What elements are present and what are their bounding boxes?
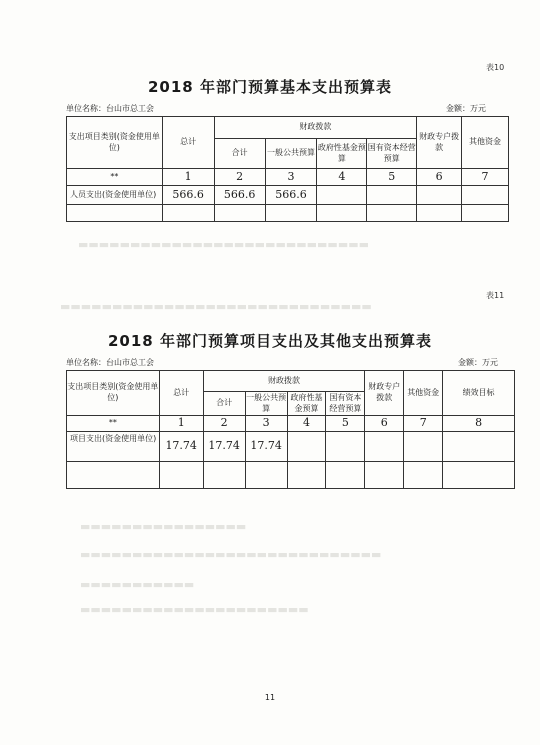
- index-cell: 6: [417, 169, 462, 186]
- header-category: 支出项目类别(资金使用单位): [67, 117, 163, 169]
- index-cell: 3: [245, 416, 287, 432]
- cell-fiscal-total: 566.6: [214, 186, 265, 205]
- index-cell: 1: [159, 416, 203, 432]
- table-row: [67, 462, 515, 489]
- bleed-through-text: ▬▬▬▬▬▬▬▬▬▬▬▬▬▬▬▬: [80, 520, 247, 533]
- index-cell: 7: [462, 169, 509, 186]
- bleed-through-text: ▬▬▬▬▬▬▬▬▬▬▬: [80, 578, 195, 591]
- header-total: 总计: [162, 117, 214, 169]
- amount-unit-label: 金额：万元: [446, 104, 486, 113]
- index-cell: 2: [214, 169, 265, 186]
- page-number: 11: [264, 693, 276, 702]
- index-cell: 6: [365, 416, 404, 432]
- table-row: [67, 432, 515, 462]
- project-expenditure-table: [66, 370, 515, 489]
- table-title: 2018 年部门预算基本支出预算表: [148, 78, 392, 96]
- index-cell: 2: [203, 416, 245, 432]
- header-total: 总计: [159, 371, 203, 416]
- header-general-budget: 一般公共预算: [265, 139, 317, 169]
- header-special-account: 财政专户拨款: [417, 117, 462, 169]
- cell-gov-fund: [317, 186, 367, 205]
- row-category: 项目支出(资金使用单位): [67, 432, 160, 462]
- cell-general-budget: 566.6: [265, 186, 317, 205]
- index-cell: 5: [326, 416, 365, 432]
- table-title: 2018 年部门预算项目支出及其他支出预算表: [108, 332, 432, 350]
- header-general-budget: 一般公共预算: [245, 392, 287, 416]
- unit-name-label: 单位名称：台山市总工会: [66, 358, 154, 367]
- bleed-through-text: ▬▬▬▬▬▬▬▬▬▬▬▬▬▬▬▬▬▬▬▬▬▬: [80, 603, 309, 616]
- header-fiscal-appropriation: 财政拨款: [214, 117, 417, 139]
- bleed-through-text: ▬▬▬▬▬▬▬▬▬▬▬▬▬▬▬▬▬▬▬▬▬▬▬▬▬▬▬▬▬: [80, 548, 382, 561]
- basic-expenditure-table: [66, 116, 509, 222]
- table-number-tag: 表11: [486, 291, 505, 300]
- header-fiscal-total: 合计: [203, 392, 245, 416]
- header-other-funds: 其他资金: [404, 371, 443, 416]
- row-category: 人员支出(资金使用单位): [67, 186, 163, 205]
- index-cell: 4: [287, 416, 326, 432]
- header-state-capital: 国有资本经营预算: [367, 139, 417, 169]
- index-cell: 5: [367, 169, 417, 186]
- index-cell: 3: [265, 169, 317, 186]
- bleed-through-text: ▬▬▬▬▬▬▬▬▬▬▬▬▬▬▬▬▬▬▬▬▬▬▬▬▬▬▬▬▬▬: [60, 300, 372, 313]
- cell-state-capital: [326, 432, 365, 462]
- header-gov-fund: 政府性基金预算: [287, 392, 326, 416]
- header-fiscal-total: 合计: [214, 139, 265, 169]
- header-special-account: 财政专户拨款: [365, 371, 404, 416]
- cell-special-account: [365, 432, 404, 462]
- header-performance-target: 绩效目标: [443, 371, 515, 416]
- cell-other-funds: [404, 432, 443, 462]
- table-row: [67, 205, 509, 222]
- cell-total: 566.6: [162, 186, 214, 205]
- index-cell: 8: [443, 416, 515, 432]
- cell-fiscal-total: 17.74: [203, 432, 245, 462]
- index-cell: **: [67, 169, 163, 186]
- cell-gov-fund: [287, 432, 326, 462]
- header-fiscal-appropriation: 财政拨款: [203, 371, 365, 392]
- cell-performance-target: [443, 432, 515, 462]
- index-cell: 1: [162, 169, 214, 186]
- unit-name-label: 单位名称：台山市总工会: [66, 104, 154, 113]
- cell-special-account: [417, 186, 462, 205]
- cell-total: 17.74: [159, 432, 203, 462]
- index-cell: **: [67, 416, 160, 432]
- header-state-capital: 国有资本经营预算: [326, 392, 365, 416]
- cell-other-funds: [462, 186, 509, 205]
- header-other-funds: 其他资金: [462, 117, 509, 169]
- cell-state-capital: [367, 186, 417, 205]
- index-cell: 4: [317, 169, 367, 186]
- bleed-through-text: ▬▬▬▬▬▬▬▬▬▬▬▬▬▬▬▬▬▬▬▬▬▬▬▬▬▬▬▬: [78, 238, 370, 251]
- header-gov-fund: 政府性基金预算: [317, 139, 367, 169]
- table-row: [67, 186, 509, 205]
- table-number-tag: 表10: [486, 63, 505, 72]
- cell-general-budget: 17.74: [245, 432, 287, 462]
- header-category: 支出项目类别(资金使用单位): [67, 371, 160, 416]
- amount-unit-label: 金额：万元: [458, 358, 498, 367]
- index-cell: 7: [404, 416, 443, 432]
